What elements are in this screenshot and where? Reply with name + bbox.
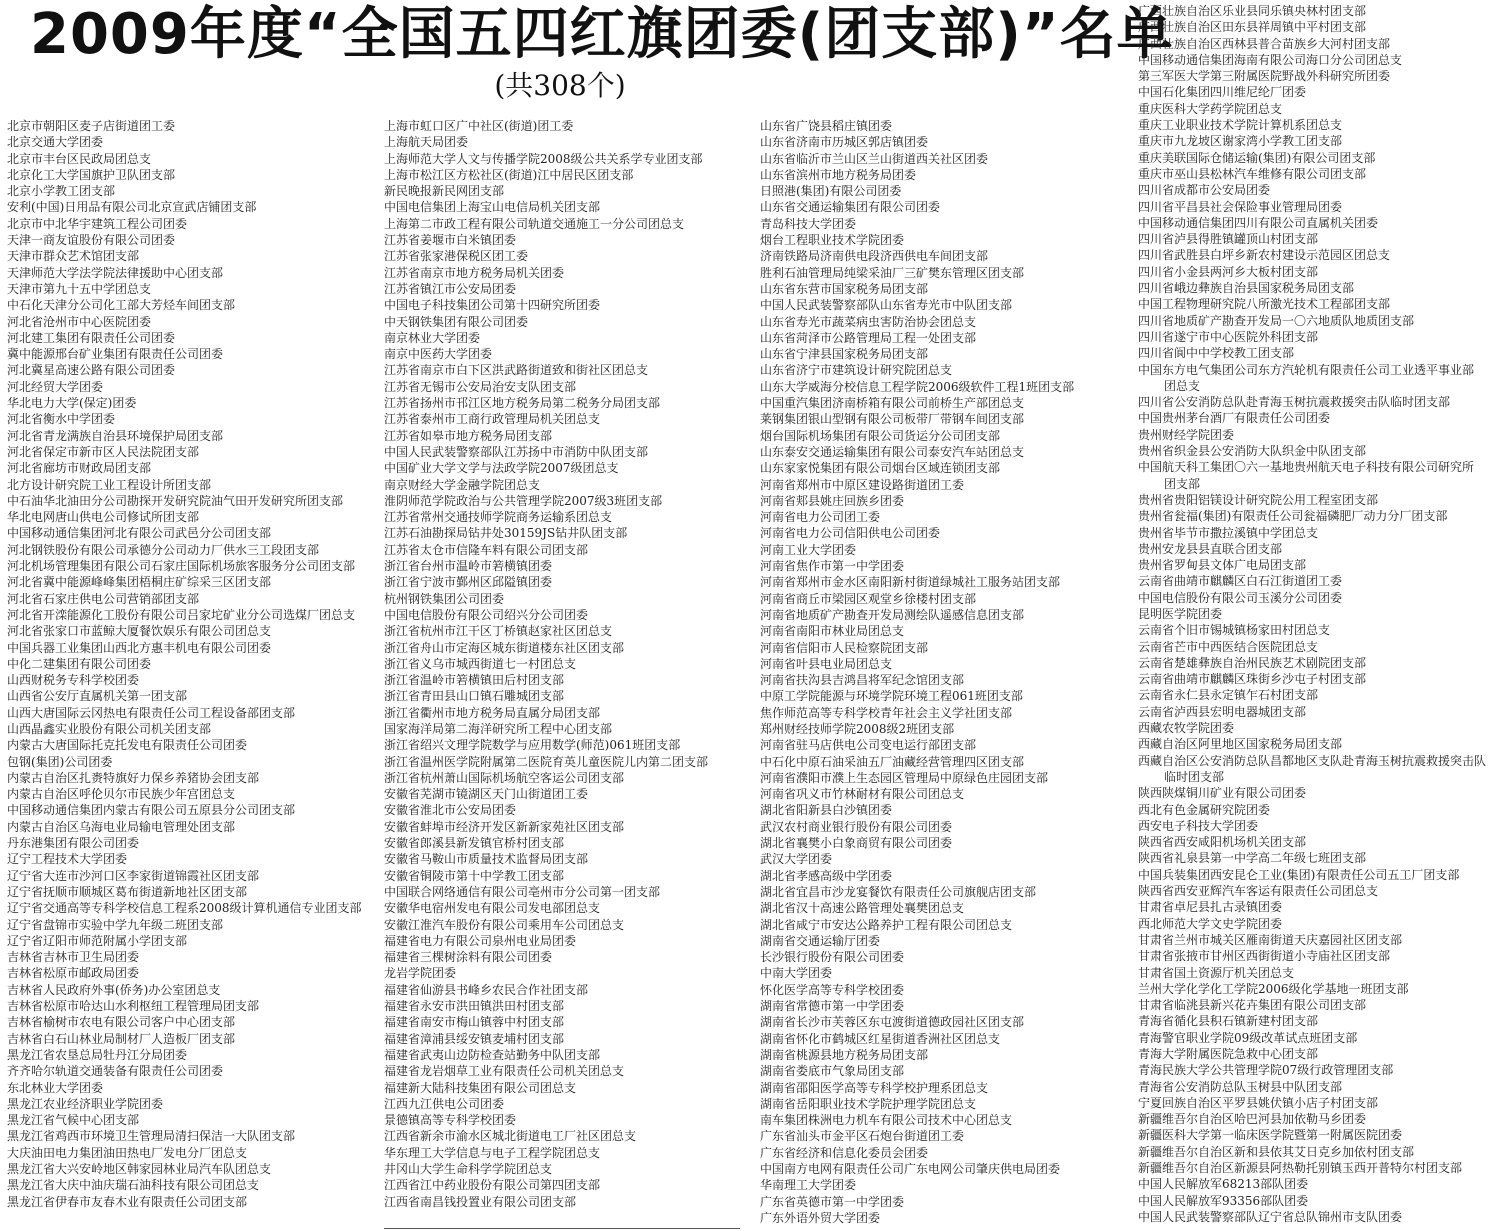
list-item: 西藏农牧学院团委	[1138, 721, 1235, 736]
list-item: 冀中能源邢台矿业集团有限责任公司团委	[7, 347, 224, 362]
list-item: 浙江省杭州萧山国际机场航空客运公司团支部	[384, 770, 625, 785]
list-item: 辽宁省辽阳市师范附属小学团支部	[7, 933, 188, 948]
list-item: 南车集团株洲电力机车有限公司技术中心团总支	[760, 1113, 1013, 1128]
list-item: 云南省芒市中西医结合医院团总支	[1138, 639, 1319, 654]
list-item: 内蒙古自治区呼伦贝尔市民族少年宫团总支	[7, 787, 236, 802]
list-item: 中国重汽集团济南桥箱有限公司前桥生产部团总支	[760, 396, 1025, 411]
list-item: 黑龙江省农垦总局牡丹江分局团委	[7, 1047, 188, 1062]
list-item: 中国电信股份有限公司绍兴分公司团委	[384, 607, 589, 622]
list-item: 江苏省扬州市邗江区地方税务局第二税务分局团支部	[384, 396, 661, 411]
list-item: 天津市群众艺术馆团支部	[7, 249, 140, 264]
list-item: 山东省宁津县国家税务局团支部	[760, 347, 929, 362]
list-item: 河南省扶沟县吉鸿昌将军纪念馆团支部	[760, 673, 965, 688]
list-item: 青岛科技大学团委	[760, 216, 857, 231]
list-item: 中南大学团委	[760, 966, 833, 981]
list-column-2	[384, 118, 742, 1210]
list-item: 湖南省桃源县地方税务局团支部	[760, 1047, 929, 1062]
list-item: 四川省地质矿产勘查开发局一〇六地质队地质团支部	[1138, 313, 1415, 328]
list-item: 中原工学院能源与环境学院环境工程061班团支部	[760, 689, 1023, 704]
list-item: 河南省南阳市林业局团总支	[760, 624, 905, 639]
list-item: 贵州省罗甸县文体广电局团支部	[1138, 558, 1307, 573]
list-item: 山东省交通运输集团有限公司团委	[760, 200, 941, 215]
list-item: 福建省永安市洪田镇洪田村团支部	[384, 999, 565, 1014]
list-item: 大庆油田电力集团油田热电厂发电分厂团总支	[7, 1145, 248, 1160]
list-item: 浙江省杭州市江干区丁桥镇赵家社区团总支	[384, 624, 613, 639]
list-item: 河南省电力公司团工委	[760, 510, 881, 525]
list-item: 中国兵器工业集团山西北方惠丰机电有限公司团委	[7, 640, 272, 655]
list-item: 吉林省吉林市卫生局团委	[7, 950, 140, 965]
list-item: 贵州省织金县公安消防大队织金中队团支部	[1138, 444, 1367, 459]
list-item: 吉林省榆树市农电有限公司客户中心团支部	[7, 1015, 236, 1030]
list-item: 江苏省如皋市地方税务局团支部	[384, 428, 553, 443]
list-item: 上海市虹口区广中社区(街道)团工委	[384, 119, 574, 133]
list-item: 陕西陕煤铜川矿业有限公司团委	[1138, 786, 1307, 801]
list-item: 福建省龙岩烟草工业有限责任公司机关团总支	[384, 1064, 625, 1079]
list-item: 福建省电力有限公司泉州电业局团委	[384, 933, 577, 948]
list-item: 中国石化集团四川维尼纶厂团委	[1138, 85, 1307, 100]
list-item: 广东省汕头市金平区石炮台街道团工委	[760, 1129, 965, 1144]
list-item: 济南铁路局济南供电段济西供电车间团支部	[760, 249, 989, 264]
list-item: 湖南省邵阳医学高等专科学校护理系团总支	[760, 1080, 989, 1095]
list-item: 山东省滨州市地方税务局团委	[760, 167, 917, 182]
list-item: 河北省冀中能源峰峰集团梧桐庄矿综采三区团支部	[7, 575, 272, 590]
list-item: 河南省驻马店供电公司变电运行部团支部	[760, 738, 977, 753]
list-item: 安徽省郎溪县新发镇官桥村团支部	[384, 836, 565, 851]
list-item: 中化二建集团有限公司团委	[7, 656, 152, 671]
list-item: 北京市中北华宇建筑工程公司团委	[7, 216, 188, 231]
list-item: 怀化医学高等专科学校团委	[760, 982, 905, 997]
list-item: 烟台工程职业技术学院团委	[760, 233, 905, 248]
list-item: 福建省武夷山边防检查站勤务中队团支部	[384, 1047, 601, 1062]
list-item: 云南省泸西县宏明电器城团支部	[1138, 704, 1307, 719]
list-item: 甘肃省临洮县新兴花卉集团有限公司团支部	[1138, 998, 1367, 1013]
list-item: 中国人民武装警察部队江苏扬中市消防中队团支部	[384, 444, 649, 459]
list-item: 中天钢铁集团有限公司团委	[384, 314, 529, 329]
list-item: 安徽省淮北市公安局团委	[384, 803, 517, 818]
list-item: 贵州安龙县县直联合团支部	[1138, 541, 1283, 556]
list-item: 上海市松江区方松社区(街道)江中居民区团支部	[384, 167, 634, 182]
list-item: 河南省焦作市第一中学团委	[760, 559, 905, 574]
list-item: 北京市丰台区民政局团总支	[7, 151, 152, 166]
list-item: 江苏省南京市白下区洪武路街道致和街社区团总支	[384, 363, 649, 378]
list-item: 西安电子科技大学团委	[1138, 818, 1259, 833]
list-item: 新疆维吾尔自治区新源县阿热勒托别镇玉西开普特尔村团支部	[1138, 1161, 1463, 1176]
list-item: 河南省郑州市金水区南阳新村街道绿城社工服务站团支部	[760, 575, 1061, 590]
list-item: 黑龙江省伊春市友春木业有限责任公司团支部	[7, 1194, 248, 1209]
list-item: 山东泰安交通运输集团有限公司泰安汽车站团总支	[760, 444, 1025, 459]
list-item: 浙江省温岭市箬横镇田后村团支部	[384, 673, 565, 688]
list-item: 湖南省岳阳职业技术学院护理学院团总支	[760, 1096, 977, 1111]
list-item: 辽宁省交通高等专科学校信息工程系2008级计算机通信专业团支部	[7, 901, 362, 916]
list-item: 湖北省阳新县白沙镇团委	[760, 803, 893, 818]
list-item: 河北省张家口市蓝鲸大厦餐饮娱乐有限公司团总支	[7, 624, 272, 639]
list-item: 黑龙江省气候中心团支部	[7, 1113, 140, 1128]
list-item: 杭州钢铁集团公司团委	[384, 591, 505, 606]
list-item: 中国电子科技集团公司第十四研究所团委	[384, 298, 601, 313]
list-item: 上海航天局团委	[384, 135, 469, 150]
list-item: 中国航天科工集团〇六一基地贵州航天电子科技有限公司研究所 团支部	[1138, 460, 1475, 491]
list-item: 胜利石油管理局纯梁采油厂三矿樊东管理区团支部	[760, 265, 1025, 280]
list-item: 山西大唐国际云冈热电有限责任公司工程设备部团支部	[7, 705, 296, 720]
list-item: 重庆医科大学药学院团总支	[1138, 101, 1283, 116]
list-item: 安徽华电宿州发电有限公司发电部团总支	[384, 901, 601, 916]
list-item: 河北省开滦能源化工股份有限公司吕家坨矿业分公司选煤厂团总支	[7, 607, 356, 622]
list-item: 山东省广饶县稻庄镇团委	[760, 119, 893, 133]
list-item: 第三军医大学第三附属医院野战外科研究所团委	[1138, 69, 1391, 84]
list-item: 昆明医学院团委	[1138, 606, 1223, 621]
list-item: 青海民族大学公共管理学院07级行政管理团支部	[1138, 1063, 1394, 1078]
list-item: 广东省经济和信息化委员会团委	[760, 1145, 929, 1160]
list-item: 四川省成都市公安局团委	[1138, 183, 1271, 198]
list-item: 中国人民武装警察部队辽宁省总队锦州市支队团委	[1138, 1209, 1403, 1224]
list-item: 湖北省汉十高速公路管理处襄樊团总支	[760, 901, 965, 916]
list-item: 山东省临沂市兰山区兰山街道西关社区团委	[760, 151, 989, 166]
list-column-4	[1138, 3, 1494, 1225]
list-item: 河北钢铁股份有限公司承德分公司动力厂供水三工段团支部	[7, 542, 320, 557]
list-item: 中国移动通信集团四川有限公司直属机关团委	[1138, 215, 1379, 230]
list-item: 甘肃省卓尼县扎古录镇团委	[1138, 900, 1283, 915]
list-item: 日照港(集团)有限公司团委	[760, 184, 902, 199]
list-item: 山西财税务专科学校团委	[7, 673, 140, 688]
list-item: 莱钢集团银山型钢有限公司板带厂带钢车间团支部	[760, 412, 1025, 427]
list-item: 四川省小金县两河乡大板村团支部	[1138, 264, 1319, 279]
list-item: 河北机场管理集团有限公司石家庄国际机场旅客服务分公司团支部	[7, 559, 356, 574]
list-item: 内蒙古自治区乌海电业局输电管理处团支部	[7, 819, 236, 834]
list-item: 福建省漳浦县绥安镇麦埔村团支部	[384, 1031, 565, 1046]
list-item: 四川省泸县得胜镇罐顶山村团支部	[1138, 232, 1319, 247]
list-item: 中国兵装集团西安昆仑工业(集团)有限责任公司五工厂团支部	[1138, 867, 1460, 882]
list-item: 北方设计研究院工业工程设计所团支部	[7, 477, 212, 492]
list-item: 江苏石油勘探局钻井处30159JS钻井队团支部	[384, 526, 628, 541]
list-item: 中国移动通信集团海南有限公司海口分公司团总支	[1138, 52, 1403, 67]
list-item: 上海师范大学人文与传播学院2008级公共关系学专业团支部	[384, 151, 703, 166]
list-item: 河南省电力公司信阳供电公司团委	[760, 526, 941, 541]
list-item: 华北电力大学(保定)团委	[7, 396, 137, 411]
list-item: 中国人民武装警察部队山东省寿光市中队团支部	[760, 298, 1013, 313]
list-item: 四川省公安消防总队赴青海玉树抗震救援突击队临时团支部	[1138, 395, 1451, 410]
list-item: 福建省三棵树涂料有限公司团委	[384, 950, 553, 965]
list-item: 山东省寿光市蔬菜病虫害防治协会团总支	[760, 314, 977, 329]
list-item: 福建省仙游县书峰乡农民合作社团支部	[384, 982, 589, 997]
list-item: 中国贵州茅台酒厂有限责任公司团委	[1138, 411, 1331, 426]
list-item: 浙江省温州医学院附属第二医院育英儿童医院儿内第二团支部	[384, 754, 709, 769]
list-item: 中国矿业大学文学与法政学院2007级团总支	[384, 461, 619, 476]
list-item: 中国工程物理研究院八所激光技术工程部团支部	[1138, 297, 1391, 312]
list-item: 河北经贸大学团委	[7, 379, 104, 394]
list-item: 福建新大陆科技集团有限公司团总支	[384, 1080, 577, 1095]
list-item: 景德镇高等专科学校团委	[384, 1113, 517, 1128]
list-item: 南京中医药大学团委	[384, 347, 493, 362]
list-item: 河南省信阳市人民检察院团支部	[760, 640, 929, 655]
list-item: 贵州财经学院团委	[1138, 427, 1235, 442]
list-item: 四川省峨边彝族自治县国家税务局团支部	[1138, 281, 1355, 296]
list-item: 甘肃省张掖市甘州区西街街道小寺庙社区团支部	[1138, 949, 1391, 964]
list-item: 华东理工大学信息与电子工程学院团总支	[384, 1145, 601, 1160]
list-item: 山东省济宁市建筑设计研究院团总支	[760, 363, 953, 378]
list-item: 安徽江淮汽车股份有限公司乘用车公司团总支	[384, 917, 625, 932]
list-item: 湖北省襄樊小白象商贸有限公司团委	[760, 836, 953, 851]
list-item: 福建省南安市梅山镇蓉中村团支部	[384, 1015, 565, 1030]
list-item: 江西九江供电公司团委	[384, 1096, 505, 1111]
list-item: 郑州财经技师学院2008级2班团支部	[760, 721, 955, 736]
list-item: 长沙银行股份有限公司团委	[760, 950, 905, 965]
list-column-3	[760, 118, 1132, 1226]
list-item: 浙江省绍兴文理学院数学与应用数学(师范)061班团支部	[384, 738, 681, 753]
list-item: 江西省江中药业股份有限公司第四团支部	[384, 1178, 601, 1193]
list-item: 江苏省姜堰市白米镇团委	[384, 233, 517, 248]
list-item: 浙江省青田县山口镇石雕城团支部	[384, 689, 565, 704]
list-item: 山东省济南市历城区郭店镇团委	[760, 135, 929, 150]
list-item: 广西壮族自治区乐业县同乐镇央林村团支部	[1138, 4, 1367, 18]
list-item: 包钢(集团)公司团委	[7, 754, 113, 769]
list-item: 辽宁省盘锦市实验中学九年级二班团支部	[7, 917, 224, 932]
list-item: 河北省廊坊市财政局团支部	[7, 461, 152, 476]
list-item: 武汉大学团委	[760, 852, 833, 867]
list-item: 井冈山大学生命科学学院团总支	[384, 1162, 553, 1176]
list-item: 云南省永仁县永定镇乍石村团支部	[1138, 688, 1319, 703]
list-item: 青海大学附属医院急救中心团支部	[1138, 1047, 1319, 1061]
list-item: 甘肃省兰州市城关区雁南街道天庆嘉园社区团支部	[1138, 932, 1403, 947]
list-item: 河南省郑州市中原区建设路街道团工委	[760, 477, 965, 492]
list-item: 重庆美联国际仓储运输(集团)有限公司团支部	[1138, 150, 1376, 165]
list-item: 烟台国际机场集团有限公司货运分公司团支部	[760, 428, 1001, 443]
list-item: 安徽省马鞍山市质量技术监督局团支部	[384, 852, 589, 867]
list-item: 陕西省西安咸阳机场机关团支部	[1138, 835, 1307, 850]
list-item: 安利(中国)日用品有限公司北京宣武店铺团支部	[7, 200, 257, 215]
list-item: 江苏省镇江市公安局团委	[384, 281, 517, 296]
list-item: 四川省阆中中学校教工团支部	[1138, 346, 1295, 361]
list-item: 辽宁省抚顺市顺城区葛布街道新地社区团支部	[7, 884, 248, 899]
list-item: 陕西省西安亚辉汽车客运有限责任公司团总支	[1138, 884, 1379, 899]
list-item: 四川省遂宁市中心医院外科团支部	[1138, 329, 1319, 344]
page-title: 2009年度“全国五四红旗团委(团支部)”名单	[30, 2, 1174, 67]
list-item: 河南省巩义市竹林耐材有限公司团总支	[760, 787, 965, 802]
list-item: 山东家家悦集团有限公司烟台区域连锁团支部	[760, 461, 1001, 476]
list-item: 青海省公安消防总队玉树县中队团支部	[1138, 1079, 1343, 1094]
list-item: 内蒙古自治区扎赉特旗好力保乡养猪协会团支部	[7, 770, 260, 785]
list-item: 湖南省娄底市气象局团支部	[760, 1064, 905, 1079]
list-item: 安徽省芜湖市镜湖区天门山街道团工委	[384, 787, 589, 802]
list-item: 江苏省太仓市信隆车料有限公司团支部	[384, 542, 589, 557]
list-item: 河南省叶县电业局团总支	[760, 656, 893, 671]
list-item: 天津一商友谊股份有限公司团委	[7, 233, 176, 248]
bottom-rule	[384, 1228, 740, 1229]
list-item: 江西省新余市渝水区城北街道电工厂社区团总支	[384, 1129, 637, 1144]
list-item: 安徽省铜陵市第十中学教工团支部	[384, 868, 565, 883]
list-item: 黑龙江省大兴安岭地区韩家园林业局汽车队团总支	[7, 1162, 272, 1176]
list-item: 江苏省泰州市工商行政管理局机关团总支	[384, 412, 601, 427]
list-item: 黑龙江省大庆中油庆瑞石油科技有限公司团总支	[7, 1178, 260, 1193]
list-item: 齐齐哈尔轨道交通装备有限责任公司团委	[7, 1064, 224, 1079]
list-item: 贵州省瓮福(集团)有限责任公司瓮福磷肥厂动力分厂团支部	[1138, 509, 1448, 524]
list-item: 河北省保定市新市区人民法院团支部	[7, 444, 200, 459]
list-item: 湖南省交通运输厅团委	[760, 933, 881, 948]
list-item: 中石化中原石油采油五厂油藏经营管理四区团支部	[760, 754, 1025, 769]
list-item: 重庆市巫山县松林汽车维修有限公司团支部	[1138, 166, 1367, 181]
list-item: 湖南省怀化市鹤城区红星街道香洲社区团总支	[760, 1031, 1001, 1046]
list-item: 中国东方电气集团公司东方汽轮机有限责任公司工业透平事业部 团总支	[1138, 362, 1475, 393]
page-subtitle: (共308个)	[494, 69, 626, 102]
list-item: 北京小学教工团支部	[7, 184, 116, 199]
list-item: 中国联合网络通信有限公司亳州市分公司第一团支部	[384, 884, 661, 899]
list-item: 武汉农村商业银行股份有限公司团委	[760, 819, 953, 834]
list-item: 山东省菏泽市公路管理局工程一处团支部	[760, 330, 977, 345]
list-item: 云南省曲靖市麒麟区珠街乡沙屯子村团支部	[1138, 672, 1367, 687]
list-item: 河北省石家庄供电公司营销部团支部	[7, 591, 200, 606]
list-item: 湖南省常德市第一中学团委	[760, 999, 905, 1014]
list-item: 西北有色金属研究院团委	[1138, 802, 1271, 817]
list-item: 北京交通大学团委	[7, 135, 104, 150]
list-item: 黑龙江农业经济职业学院团委	[7, 1096, 164, 1111]
list-item: 云南省曲靖市麒麟区白石江街道团工委	[1138, 574, 1343, 589]
list-item: 云南省楚雄彝族自治州民族艺术剧院团支部	[1138, 655, 1367, 670]
list-item: 江苏省张家港保税区团工委	[384, 249, 529, 264]
list-item: 新疆医科大学第一临床医学院暨第一附属医院团委	[1138, 1128, 1403, 1143]
list-item: 中国人民解放军68213部队团委	[1138, 1177, 1309, 1192]
list-item: 兰州大学化学化工学院2006级化学基地一班团支部	[1138, 981, 1409, 996]
list-item: 宁夏回族自治区平罗县姚伏镇小店子村团支部	[1138, 1095, 1379, 1110]
list-item: 浙江省台州市温岭市箬横镇团委	[384, 559, 553, 574]
list-item: 重庆市九龙坡区谢家湾小学教工团支部	[1138, 134, 1343, 149]
list-item: 甘肃省国土资源厅机关团总支	[1138, 965, 1295, 980]
list-item: 四川省武胜县白坪乡新农村建设示范园区团总支	[1138, 248, 1391, 263]
list-item: 东北林业大学团委	[7, 1080, 104, 1095]
list-item: 贵州省贵阳铝镁设计研究院公用工程室团支部	[1138, 492, 1379, 507]
list-item: 南京财经大学金融学院团总支	[384, 477, 541, 492]
list-item: 湖南省长沙市芙蓉区东屯渡街道德政园社区团支部	[760, 1015, 1025, 1030]
list-item: 青海省循化县积石镇新建村团支部	[1138, 1014, 1319, 1029]
list-item: 四川省平昌县社会保险事业管理局团委	[1138, 199, 1343, 214]
list-item: 河南工业大学团委	[760, 542, 857, 557]
list-item: 西藏自治区阿里地区国家税务局团支部	[1138, 737, 1343, 752]
list-item: 广东省英德市第一中学团委	[760, 1194, 905, 1209]
list-item: 丹东港集团有限公司团委	[7, 836, 140, 851]
list-item: 安徽省蚌埠市经济开发区新新家苑社区团支部	[384, 819, 625, 834]
list-item: 新民晚报新民网团支部	[384, 184, 505, 199]
list-item: 广西壮族自治区西林县普合苗族乡大河村团支部	[1138, 36, 1391, 51]
list-item: 广东外语外贸大学团委	[760, 1210, 881, 1225]
list-item: 焦作师范高等专科学校青年社会主义学社团支部	[760, 705, 1013, 720]
list-item: 河北建工集团有限责任公司团委	[7, 330, 176, 345]
list-item: 吉林省人民政府外事(侨务)办公室团总支	[7, 982, 221, 997]
list-item: 黑龙江省鸡西市环境卫生管理局清扫保洁一大队团支部	[7, 1129, 296, 1144]
list-item: 山西省公安厅直属机关第一团支部	[7, 689, 188, 704]
list-item: 中石化天津分公司化工部大芳烃车间团支部	[7, 298, 236, 313]
list-item: 贵州省毕节市撒拉溪镇中学团总支	[1138, 525, 1319, 540]
list-item: 中国移动通信集团河北有限公司武邑分公司团支部	[7, 526, 272, 541]
list-item: 南京林业大学团委	[384, 330, 481, 345]
list-item: 龙岩学院团委	[384, 966, 457, 981]
list-item: 新疆维吾尔自治区新和县依其艾日克乡加依村团支部	[1138, 1144, 1415, 1159]
list-item: 辽宁工程技术大学团委	[7, 852, 128, 867]
list-item: 上海第二市政工程有限公司轨道交通施工一分公司团总支	[384, 216, 685, 231]
list-item: 山东省东营市国家税务局团支部	[760, 281, 929, 296]
list-item: 湖北省宜昌市沙龙宴餐饮有限责任公司旗舰店团支部	[760, 884, 1037, 899]
list-item: 山东大学威海分校信息工程学院2006级软件工程1班团支部	[760, 379, 1075, 394]
list-item: 天津市第九十五中学团总支	[7, 281, 152, 296]
list-column-1	[7, 118, 369, 1210]
list-item: 中国人民解放军93356部队团委	[1138, 1193, 1309, 1208]
list-item: 陕西省礼泉县第一中学高二年级七班团支部	[1138, 851, 1367, 866]
list-item: 重庆工业职业技术学院计算机系团总支	[1138, 118, 1343, 133]
list-item: 湖北省咸宁市安达公路养护工程有限公司团总支	[760, 917, 1013, 932]
list-item: 河南省地质矿产勘查开发局测绘队遥感信息团支部	[760, 607, 1025, 622]
list-item: 河北省衡水中学团委	[7, 412, 116, 427]
list-item: 天津师范大学法学院法律援助中心团支部	[7, 265, 224, 280]
list-item: 中国电信集团上海宝山电信局机关团支部	[384, 200, 601, 215]
list-item: 江苏省常州交通技师学院商务运输系团总支	[384, 510, 613, 525]
list-item: 吉林省白石山林业局制材厂人造板厂团支部	[7, 1031, 236, 1046]
list-item: 淮阴师范学院政治与公共管理学院2007级3班团支部	[384, 493, 663, 508]
list-item: 河北省沧州市中心医院团委	[7, 314, 152, 329]
list-item: 青海警官职业学院09级改革试点班团支部	[1138, 1030, 1358, 1045]
list-item: 浙江省衢州市地方税务局直属分局团支部	[384, 705, 601, 720]
list-item: 江苏省南京市地方税务局机关团委	[384, 265, 565, 280]
list-item: 山西晶鑫实业股份有限公司机关团支部	[7, 721, 212, 736]
list-item: 中石油华北油田分公司勘探开发研究院油气田开发研究所团支部	[7, 493, 344, 508]
list-item: 河北省青龙满族自治县环境保护局团支部	[7, 428, 224, 443]
list-item: 吉林省松原市邮政局团委	[7, 966, 140, 981]
list-item: 云南省个旧市锡城镇杨家田村团总支	[1138, 623, 1331, 638]
list-item: 辽宁省大连市沙河口区李家街道锦霞社区团支部	[7, 868, 260, 883]
list-item: 中国南方电网有限责任公司广东电网公司肇庆供电局团委	[760, 1162, 1061, 1176]
list-item: 湖北省孝感高级中学团委	[760, 868, 893, 883]
list-item: 西北师范大学文史学院团委	[1138, 916, 1283, 931]
list-item: 西藏自治区公安消防总队昌都地区支队赴青海玉树抗震救援突击队 临时团支部	[1138, 753, 1487, 784]
list-item: 北京市朝阳区麦子店街道团工委	[7, 119, 176, 133]
list-item: 河北冀星高速公路有限公司团委	[7, 363, 176, 378]
list-item: 华北电网唐山供电公司修试所团支部	[7, 510, 200, 525]
list-item: 中国移动通信集团内蒙古有限公司五原县分公司团支部	[7, 803, 296, 818]
list-item: 中国电信股份有限公司玉溪分公司团委	[1138, 590, 1343, 605]
list-item: 浙江省宁波市鄞州区邱隘镇团委	[384, 575, 553, 590]
list-item: 浙江省义乌市城西街道七一村团总支	[384, 656, 577, 671]
list-item: 河南省商丘市梁园区观堂乡徐楼村团支部	[760, 591, 977, 606]
list-item: 北京化工大学国旗护卫队团支部	[7, 167, 176, 182]
list-item: 河南省濮阳市濮上生态园区管理局中原绿色庄园团支部	[760, 770, 1049, 785]
list-item: 新疆维吾尔自治区哈巴河县加依勒马乡团委	[1138, 1112, 1367, 1127]
list-item: 浙江省舟山市定海区城东街道楼东社区团支部	[384, 640, 625, 655]
list-item: 江苏省无锡市公安局治安支队团支部	[384, 379, 577, 394]
list-item: 广西壮族自治区田东县祥周镇中平村团支部	[1138, 20, 1367, 35]
list-item: 吉林省松原市哈达山水利枢纽工程管理局团支部	[7, 999, 260, 1014]
list-item: 江西省南昌钱投置业有限公司团支部	[384, 1194, 577, 1209]
list-item: 国家海洋局第二海洋研究所工程中心团支部	[384, 721, 613, 736]
list-item: 内蒙古大唐国际托克托发电有限责任公司团委	[7, 738, 248, 753]
list-item: 华南理工大学团委	[760, 1178, 857, 1193]
list-item: 河南省郏县姚庄回族乡团委	[760, 493, 905, 508]
